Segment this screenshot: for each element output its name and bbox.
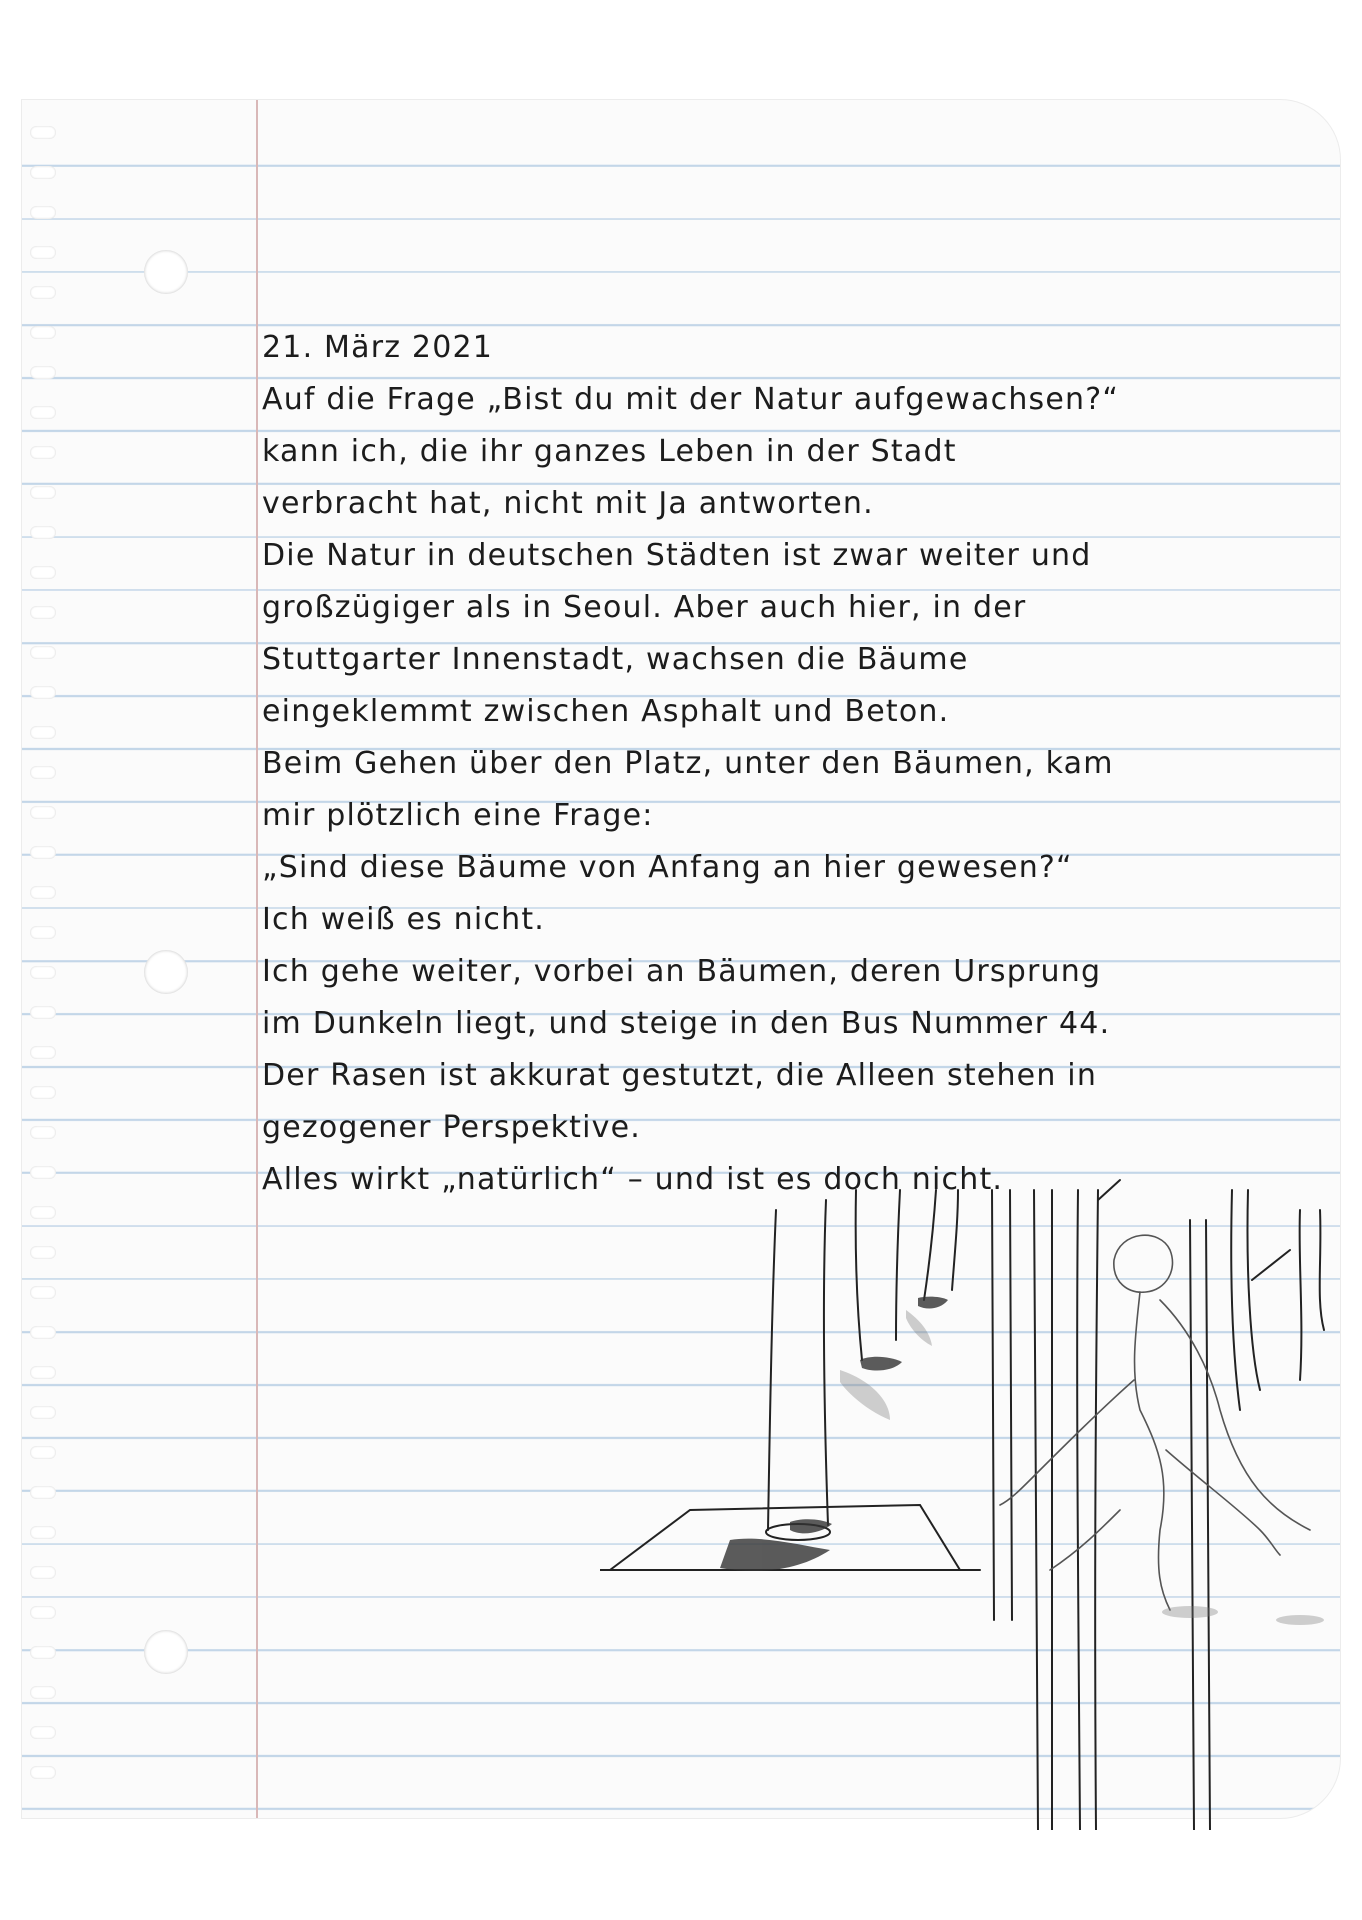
perforation [30,206,56,219]
perforation [30,886,56,899]
perforation [30,926,56,939]
text-line: verbracht hat, nicht mit Ja antworten. [262,486,874,521]
perforation [30,1646,56,1659]
binder-hole [144,950,188,994]
perforation [30,606,56,619]
perforation [30,1486,56,1499]
perforation [30,1606,56,1619]
perforation [30,166,56,179]
perforation [30,126,56,139]
perforation [30,806,56,819]
perforation [30,966,56,979]
perforation [30,1406,56,1419]
perforation [30,1446,56,1459]
text-line: mir plötzlich eine Frage: [262,798,654,833]
perforation [30,1366,56,1379]
text-line: Ich gehe weiter, vorbei an Bäumen, deren Ursprung [262,954,1102,989]
perforation [30,766,56,779]
perforation [30,286,56,299]
diary-entry [262,322,1322,1206]
perforation [30,726,56,739]
trees-and-monkey-sketch-icon [600,1150,1340,1830]
perforation [30,1046,56,1059]
perforation [30,846,56,859]
perforation [30,566,56,579]
text-line: Ich weiß es nicht. [262,902,546,937]
perforation [30,1566,56,1579]
perforation [30,1126,56,1139]
perforation [30,446,56,459]
text-line: Auf die Frage „Bist du mit der Natur aufgewachsen?“ [262,382,1120,417]
perforation [30,406,56,419]
text-line: gezogener Perspektive. [262,1110,642,1145]
text-line: eingeklemmt zwischen Asphalt und Beton. [262,694,950,729]
binder-hole [144,1630,188,1674]
perforation [30,526,56,539]
perforation [30,1086,56,1099]
perforation [30,1326,56,1339]
perforation [30,1006,56,1019]
perforation [30,1766,56,1779]
text-line: Stuttgarter Innenstadt, wachsen die Bäume [262,642,969,677]
text-line: im Dunkeln liegt, und steige in den Bus Nummer 44. [262,1006,1111,1041]
text-line: Alles wirkt „natürlich“ – und ist es doch nicht. [262,1162,1004,1197]
perforation [30,1686,56,1699]
entry-date: 21. März 2021 [262,330,494,365]
text-line: Der Rasen ist akkurat gestutzt, die Alleen stehen in [262,1058,1098,1093]
perforation [30,366,56,379]
perforation [30,1526,56,1539]
text-line: Beim Gehen über den Platz, unter den Bäumen, kam [262,746,1114,781]
perforation [30,646,56,659]
perforation [30,1726,56,1739]
perforation [30,246,56,259]
text-line: Die Natur in deutschen Städten ist zwar weiter und [262,538,1092,573]
binder-hole [144,250,188,294]
perforation [30,1206,56,1219]
text-line: kann ich, die ihr ganzes Leben in der Stadt [262,434,957,469]
text-line: großzügiger als in Seoul. Aber auch hier, in der [262,590,1027,625]
perforation [30,1286,56,1299]
text-line: „Sind diese Bäume von Anfang an hier gewesen?“ [262,850,1073,885]
perforation [30,486,56,499]
perforation [30,326,56,339]
margin-line [256,100,258,1818]
perforation [30,1166,56,1179]
perforation [30,686,56,699]
perforation [30,1246,56,1259]
